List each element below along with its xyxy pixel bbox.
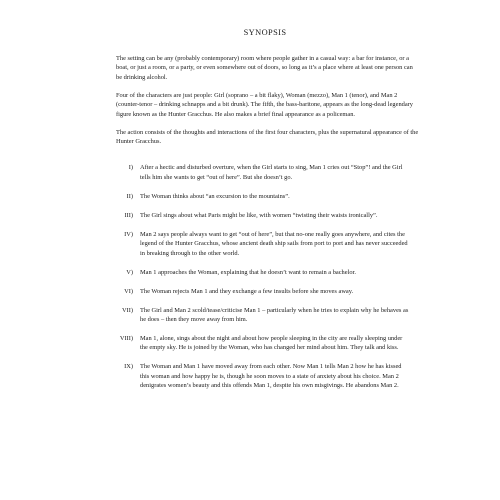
scene-list [116,163,420,390]
scene-text: The Girl and Man 2 scold/tease/criticise Man 1 – particularly when he tries to explain why he behaves as he does – then they move away from him. [140,306,409,324]
scene-item [116,230,420,258]
scene-text: The Girl sings about what Paris might be like, with women “twisting their waists ironically”. [140,211,378,219]
scene-numeral: II) [126,192,133,200]
scene-item [116,268,420,277]
scene-numeral: VIII) [119,335,133,343]
document-title: SYNOPSIS [243,28,287,37]
scene-item [116,306,420,325]
scene-text: Man 1 approaches the Woman, explaining that he doesn’t want to remain a bachelor. [140,268,356,276]
scene-text: Man 2 says people always want to get “out of here”, but that no-one really goes anywhere, and cites the legend of the Hunter Gracchus, whose ancient death ship sails from port to port and has never succeeded in breaking through to the other world. [140,230,408,257]
scene-text: Man 1, alone, sings about the night and about how people sleeping in the city are really sleeping under the empty sky. He is joined by the Woman, who has changed her mind about him. They talk and kiss. [140,335,403,352]
scene-numeral: V) [126,268,133,276]
setting-paragraph: The setting can be any (probably contemporary) room where people gather in a casual way: a bar for instance, or a boat, or just a room, or a party, or even somewhere out of doors, so long as it’s a place where at least one person can be drinking alcohol. [116,55,413,81]
scene-text: After a hectic and disturbed overture, when the Girl starts to sing, Man 1 cries out “Stop”! and the Girl tells him she wants to get “out of here”. But she doesn’t go. [140,164,403,181]
scene-numeral: IX) [124,363,133,371]
scene-item [116,211,420,220]
scene-item [116,163,420,182]
scene-numeral: III) [124,211,133,219]
scene-text: The Woman rejects Man 1 and they exchange a few insults before she moves away. [140,287,354,295]
action-paragraph: The action consists of the thoughts and interactions of the first four characters, plus the supernatural appearance of the Hunter Gracchus. [116,128,419,146]
scene-item [116,192,420,201]
characters-paragraph: Four of the characters are just people: Girl (soprano – a bit flaky), Woman (mezzo), Man 1 (tenor), and Man 2 (counter-tenor – drinking schnapps and a bit drunk). The fifth, the bass-baritone, appears as the long-dead legendary figure known as the Hunter Gracchus. He also makes a brief final appearance as a policeman. [116,91,413,118]
scene-text: The Woman thinks about “an excursion to the mountains”. [140,192,290,200]
scene-text: The Woman and Man 1 have moved away from each other. Now Man 1 tells Man 2 how he has kissed this woman and how happy he is, though he soon moves to a state of anxiety about his choice. Man 2 denigrates women’s beauty and this offends Man 1, despite his own misgivings. He abandons Man 2. [140,363,402,390]
scene-numeral: VI) [124,287,133,295]
scene-numeral: VII) [122,306,133,314]
scene-item [116,334,420,353]
scene-numeral: IV) [124,230,133,238]
scene-item [116,362,420,390]
scene-item [116,287,420,296]
scene-numeral: I) [128,164,133,172]
